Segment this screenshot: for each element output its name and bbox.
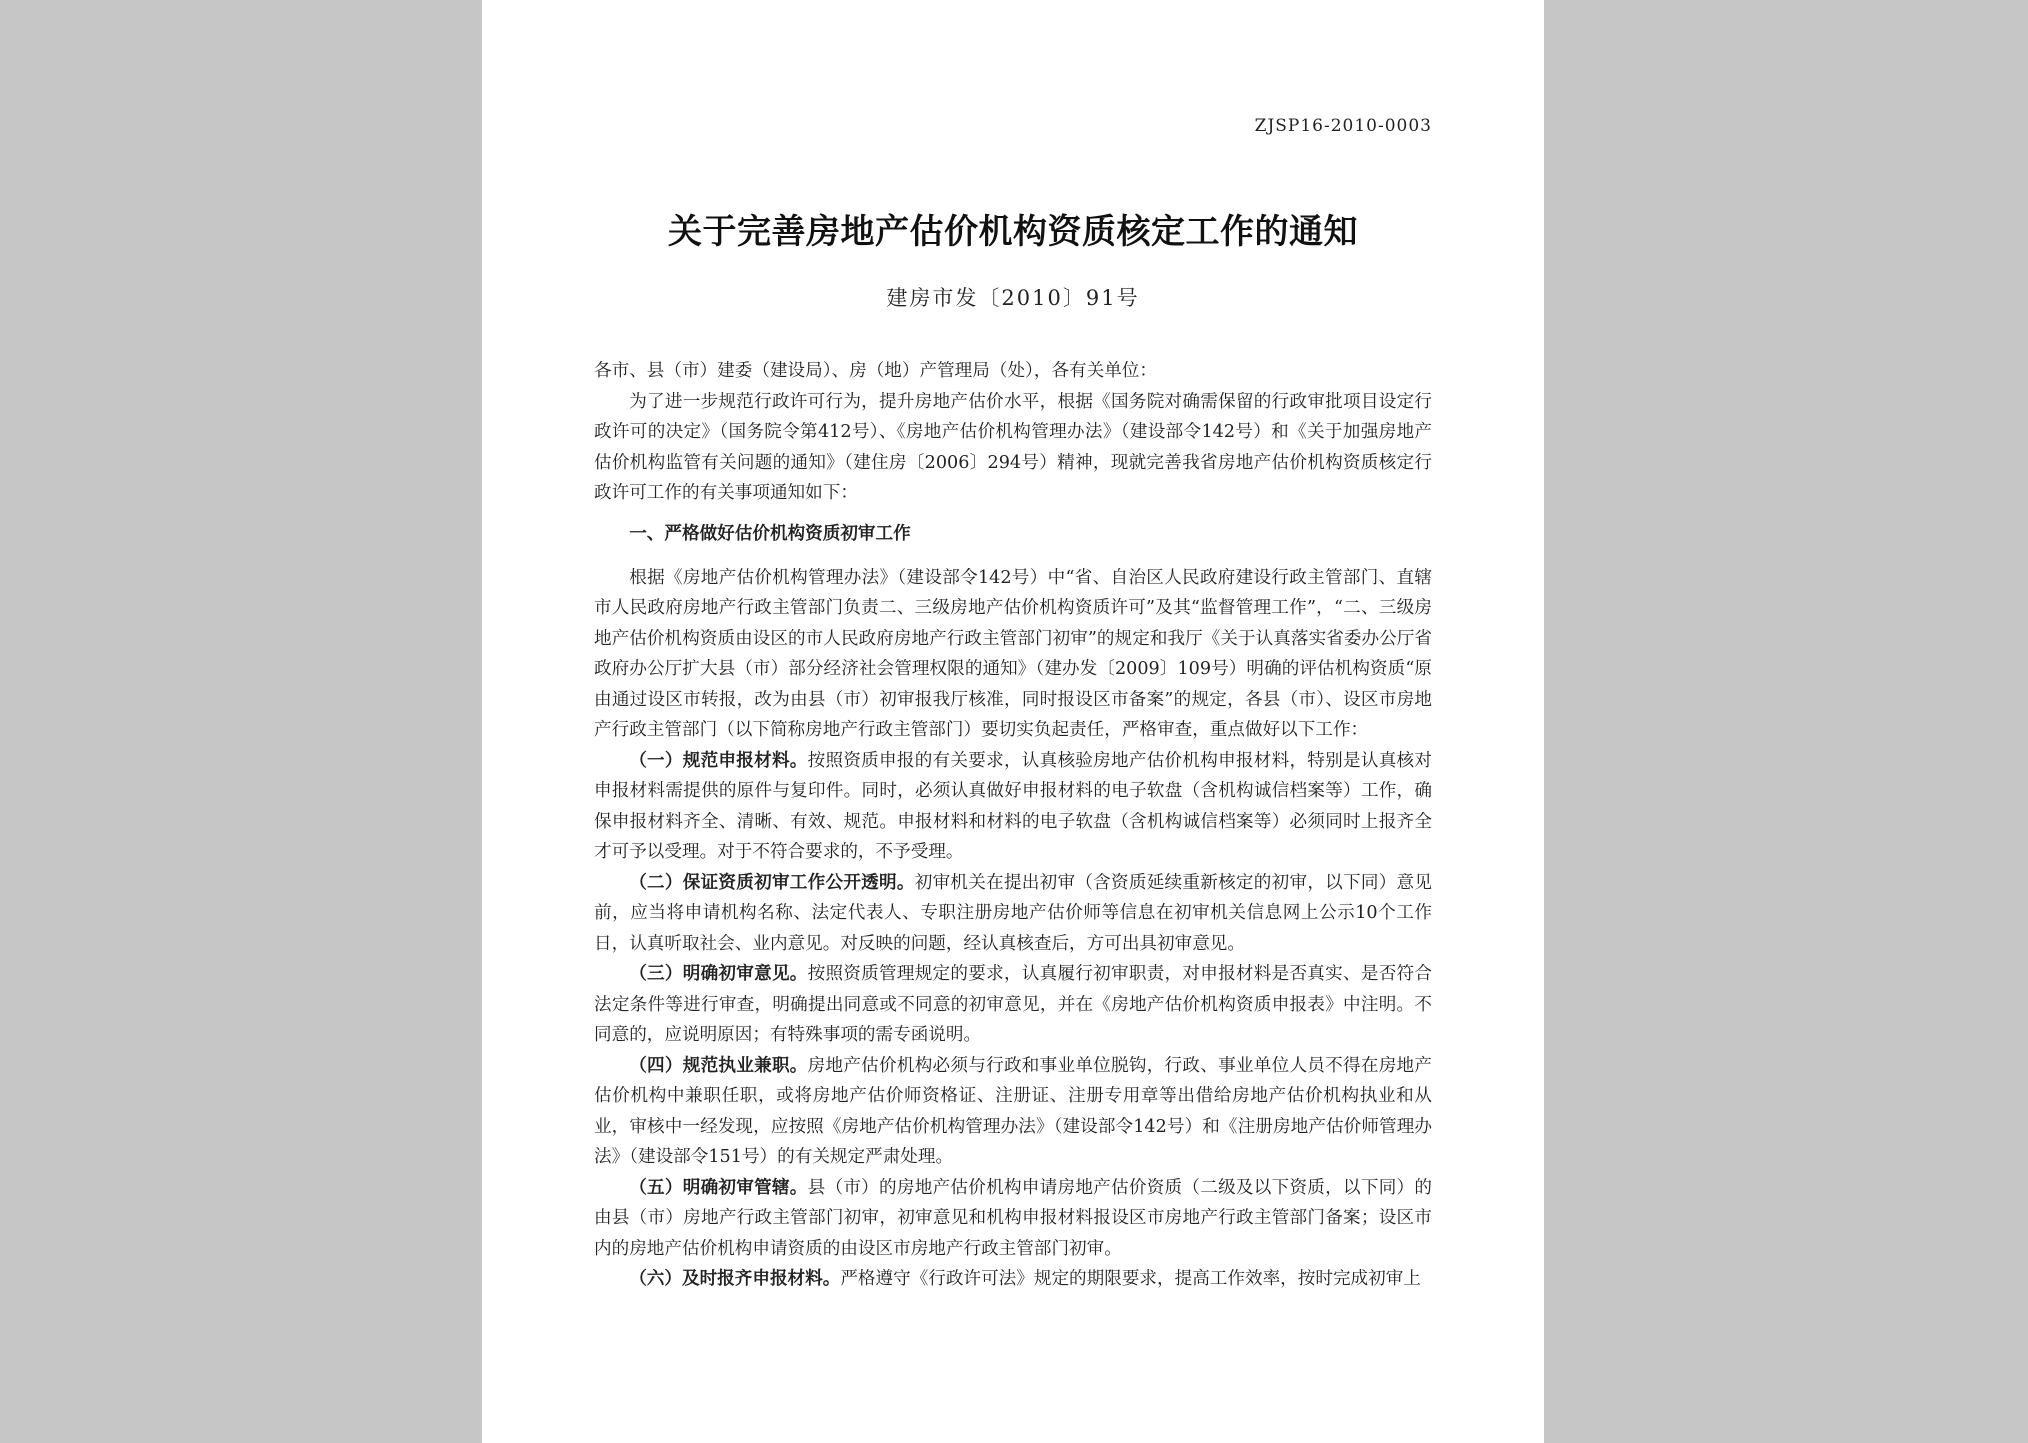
- item-paragraph: [594, 746, 1432, 868]
- document-number: 建房市发〔2010〕91号: [886, 286, 1140, 310]
- item-heading: （五）明确初审管辖。: [629, 1176, 808, 1198]
- item-text: 严格遵守《行政许可法》规定的期限要求，提高工作效率，按时完成初审上: [840, 1269, 1421, 1289]
- item-heading: （二）保证资质初审工作公开透明。: [629, 871, 915, 893]
- document-title: 关于完善房地产估价机构资质核定工作的通知: [668, 212, 1358, 252]
- item-text: 县（市）的房地产估价机构申请房地产估价资质（二级及以下资质，以下同）的由县（市）房地产行政主管部门初审，初审意见和机构申报材料报设区市房地产行政主管部门备案；设区市内的房地产估价机构申请资质的由设区市房地产行政主管部门初审。: [594, 1177, 1432, 1259]
- item-paragraph: [594, 1264, 1432, 1295]
- item-paragraph: [594, 1173, 1432, 1265]
- section-heading: 一、严格做好估价机构资质初审工作: [629, 522, 911, 544]
- intro-paragraph: 为了进一步规范行政许可行为，提升房地产估价水平，根据《国务院对确需保留的行政审批项目设定行政许可的决定》（国务院令第412号）、《房地产估价机构管理办法》（建设部令142号）和《关于加强房地产估价机构监管有关问题的通知》（建住房〔2006〕294号）精神，现就完善我省房地产估价机构资质核定行政许可工作的有关事项通知如下：: [594, 391, 1432, 503]
- item-text: 按照资质管理规定的要求，认真履行初审职责，对申报材料是否真实、是否符合法定条件等进行审查，明确提出同意或不同意的初审意见，并在《房地产估价机构资质申报表》中注明。不同意的，应说明原因；有特殊事项的需专函说明。: [594, 964, 1432, 1045]
- item-paragraph: [594, 959, 1432, 1051]
- item-heading: （四）规范执业兼职。: [629, 1054, 808, 1076]
- section-paragraph: 根据《房地产估价机构管理办法》（建设部令142号）中“省、自治区人民政府建设行政主管部门、直辖市人民政府房地产行政主管部门负责二、三级房地产估价机构资质许可”及其“监督管理工作”，“二、三级房地产估价机构资质由设区的市人民政府房地产行政主管部门初审”的规定和我厅《关于认真落实省委办公厅省政府办公厅扩大县（市）部分经济社会管理权限的通知》（建办发〔2009〕109号）明确的评估机构资质“原由通过设区市转报，改为由县（市）初审报我厅核准，同时报设区市备案”的规定，各县（市）、设区市房地产行政主管部门（以下简称房地产行政主管部门）要切实负起责任，严格审查，重点做好以下工作：: [594, 567, 1432, 740]
- item-text: 初审机关在提出初审（含资质延续重新核定的初审，以下同）意见前，应当将申请机构名称、法定代表人、专职注册房地产估价师等信息在初审机关信息网上公示10个工作日，认真听取社会、业内意见。对反映的问题，经认真核查后，方可出具初审意见。: [594, 872, 1432, 954]
- document-page: [482, 0, 1544, 1443]
- document-body: [594, 356, 1432, 1295]
- salutation: 各市、县（市）建委（建设局）、房（地）产管理局（处），各有关单位：: [594, 361, 1157, 381]
- item-paragraph: [594, 1051, 1432, 1173]
- item-paragraph: [594, 868, 1432, 960]
- item-text: 按照资质申报的有关要求，认真核验房地产估价机构申报材料，特别是认真核对申报材料需提供的原件与复印件。同时，必须认真做好申报材料的电子软盘（含机构诚信档案等）工作，确保申报材料齐全、清晰、有效、规范。申报材料和材料的电子软盘（含机构诚信档案等）必须同时上报齐全才可予以受理。对于不符合要求的，不予受理。: [594, 750, 1432, 862]
- item-heading: （三）明确初审意见。: [629, 963, 808, 984]
- item-heading: （一）规范申报材料。: [629, 749, 808, 771]
- item-text: 房地产估价机构必须与行政和事业单位脱钩，行政、事业单位人员不得在房地产估价机构中兼职任职，或将房地产估价师资格证、注册证、注册专用章等出借给房地产估价机构执业和从业，审核中一经发现，应按照《房地产估价机构管理办法》（建设部令142号）和《注册房地产估价师管理办法》（建设部令151号）的有关规定严肃处理。: [594, 1055, 1432, 1167]
- item-heading: （六）及时报齐申报材料。: [629, 1268, 841, 1289]
- document-code: ZJSP16-2010-0003: [1254, 116, 1432, 136]
